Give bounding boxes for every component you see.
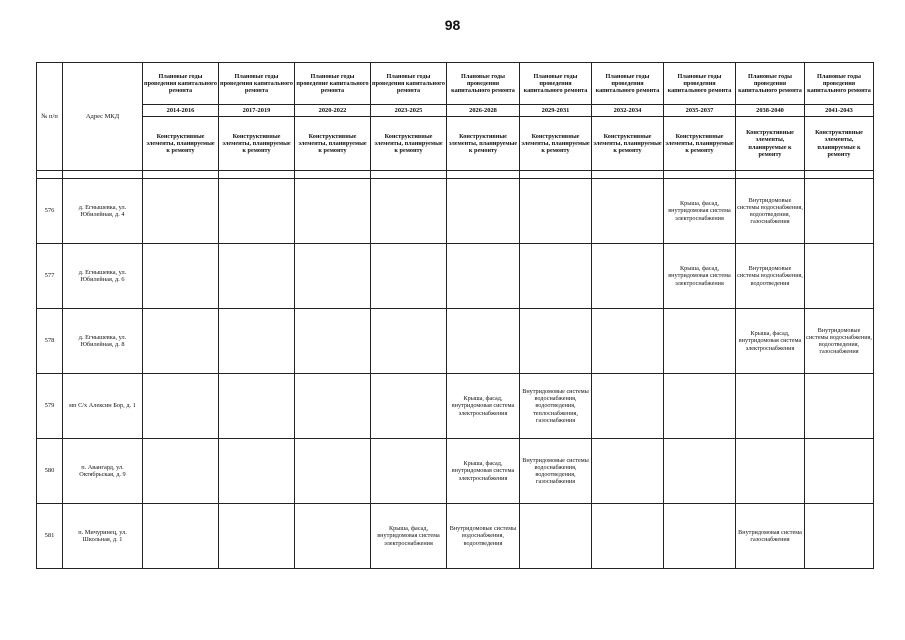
repair-elements-cell [219,439,295,504]
repair-elements-cell [736,374,805,439]
repair-elements-cell [447,179,520,244]
repair-elements-cell: Крыша, фасад, внутридомовая система электроснабжения [664,244,736,309]
table-row [37,439,874,504]
repair-elements-cell [143,309,219,374]
table-row [37,374,874,439]
repair-elements-cell [371,374,447,439]
period-years: 2026-2028 [447,105,520,117]
period-years: 2020-2022 [295,105,371,117]
repair-elements-cell [664,439,736,504]
period-years: 2035-2037 [664,105,736,117]
elements-header: Конструктивные элементы, планируемые к ремонту [371,117,447,171]
repair-elements-cell [592,309,664,374]
table-row [37,504,874,569]
page-number: 98 [444,17,461,33]
repair-elements-cell [805,504,874,569]
row-number: 579 [37,374,63,439]
repair-elements-cell [219,374,295,439]
period-years: 2017-2019 [219,105,295,117]
repair-elements-cell [805,439,874,504]
repair-elements-cell: Внутридомовая система газоснабжения [736,504,805,569]
column-header-number: № п/п [37,63,63,171]
elements-header: Конструктивные элементы, планируемые к ремонту [143,117,219,171]
row-address: п. Мичуринец, ул. Школьная, д. 1 [63,504,143,569]
period-title: Плановые годы проведения капитального ремонта [736,63,805,105]
period-title: Плановые годы проведения капитального ремонта [805,63,874,105]
repair-elements-cell [664,374,736,439]
repair-elements-cell [447,244,520,309]
elements-header: Конструктивные элементы, планируемые к ремонту [664,117,736,171]
repair-elements-cell: Крыша, фасад, внутридомовая система электроснабжения [736,309,805,374]
repair-elements-cell [219,244,295,309]
repair-elements-cell: Внутридомовые системы водоснабжения, водоотведения, теплоснабжения, газоснабжения [520,374,592,439]
repair-elements-cell [592,374,664,439]
elements-header: Конструктивные элементы, планируемые к ремонту [592,117,664,171]
repair-elements-cell [592,439,664,504]
elements-header: Конструктивные элементы, планируемые к ремонту [736,117,805,171]
period-years: 2038-2040 [736,105,805,117]
repair-elements-cell [805,244,874,309]
repair-elements-cell [592,504,664,569]
elements-header: Конструктивные элементы, планируемые к ремонту [295,117,371,171]
period-title: Плановые годы проведения капитального ремонта [219,63,295,105]
table-row [37,179,874,244]
repair-elements-cell [143,439,219,504]
table-row [37,244,874,309]
repair-elements-cell [371,179,447,244]
repair-elements-cell [736,439,805,504]
row-number: 577 [37,244,63,309]
repair-elements-cell [592,179,664,244]
repair-elements-cell [295,374,371,439]
period-title: Плановые годы проведения капитального ремонта [447,63,520,105]
period-title: Плановые годы проведения капитального ремонта [371,63,447,105]
repair-elements-cell [295,439,371,504]
repair-elements-cell [371,439,447,504]
repair-elements-cell [143,244,219,309]
row-address: д. Егнышевка, ул. Юбилейная, д. 4 [63,179,143,244]
period-title: Плановые годы проведение капитального ремонта [295,63,371,105]
repair-elements-cell [447,309,520,374]
elements-header: Конструктивные элементы, планируемые к ремонту [520,117,592,171]
repair-elements-cell [592,244,664,309]
repair-elements-cell: Крыша, фасад, внутридомовая система электроснабжения [447,439,520,504]
column-header-address: Адрес МКД [63,63,143,171]
table-row [37,309,874,374]
repair-elements-cell [520,504,592,569]
period-years: 2041-2043 [805,105,874,117]
period-years: 2029-2031 [520,105,592,117]
repair-elements-cell [805,374,874,439]
repair-elements-cell [219,179,295,244]
repair-elements-cell [143,374,219,439]
elements-header: Конструктивные элементы, планируемые к ремонту [805,117,874,171]
period-title: Плановые годы проведения капитального ремонта [143,63,219,105]
row-address: п. Авангард, ул. Октябрьская, д. 9 [63,439,143,504]
period-title: Плановые годы проведения капитального ремонта [592,63,664,105]
row-number: 576 [37,179,63,244]
row-address: мп С/х Алексин Бор, д. 1 [63,374,143,439]
repair-elements-cell: Внутридомовые системы водоснабжения, водоотведения, газоснабжения [520,439,592,504]
period-years: 2014-2016 [143,105,219,117]
repair-elements-cell [664,504,736,569]
repair-elements-cell [143,504,219,569]
repair-elements-cell [371,309,447,374]
period-title: Плановые годы проведения капитального ремонта [520,63,592,105]
repair-elements-cell [143,179,219,244]
repair-elements-cell [520,309,592,374]
repair-elements-cell [295,504,371,569]
repair-elements-cell [520,179,592,244]
row-number: 578 [37,309,63,374]
row-number: 580 [37,439,63,504]
repair-elements-cell [371,244,447,309]
repair-elements-cell [520,244,592,309]
period-years: 2032-2034 [592,105,664,117]
repair-elements-cell: Внутридомовые системы водоснабжения, водоотведения [736,244,805,309]
repair-elements-cell: Внутридомовые системы водоснабжения, водоотведения [447,504,520,569]
repair-elements-cell: Внутридомовые системы водоснабжения, водоотведения, газоснабжения [805,309,874,374]
repair-elements-cell [295,244,371,309]
repair-elements-cell: Крыша, фасад, внутридомовая система электроснабжения [664,179,736,244]
row-address: д. Егнышевка, ул. Юбилейная, д. 8 [63,309,143,374]
repair-elements-cell: Крыша, фасад, внутридомовая система электроснабжения [447,374,520,439]
capital-repair-table [36,62,874,569]
repair-elements-cell [219,309,295,374]
period-title: Плановые годы проведения капитального ремонта [664,63,736,105]
repair-elements-cell [805,179,874,244]
header-spacer-row [37,171,874,179]
elements-header: Конструктивные элементы, планируемые к ремонту [447,117,520,171]
elements-header: Конструктивные элементы, планируемые к ремонту [219,117,295,171]
repair-elements-cell [219,504,295,569]
period-years: 2023-2025 [371,105,447,117]
repair-elements-cell [295,309,371,374]
repair-elements-cell: Крыша, фасад, внутридомовая система электроснабжения [371,504,447,569]
repair-elements-cell [295,179,371,244]
row-number: 581 [37,504,63,569]
repair-elements-cell: Внутридомовые системы водоснабжения, водоотведения, газоснабжения [736,179,805,244]
row-address: д. Егнышевка, ул. Юбилейная, д. 6 [63,244,143,309]
repair-elements-cell [664,309,736,374]
